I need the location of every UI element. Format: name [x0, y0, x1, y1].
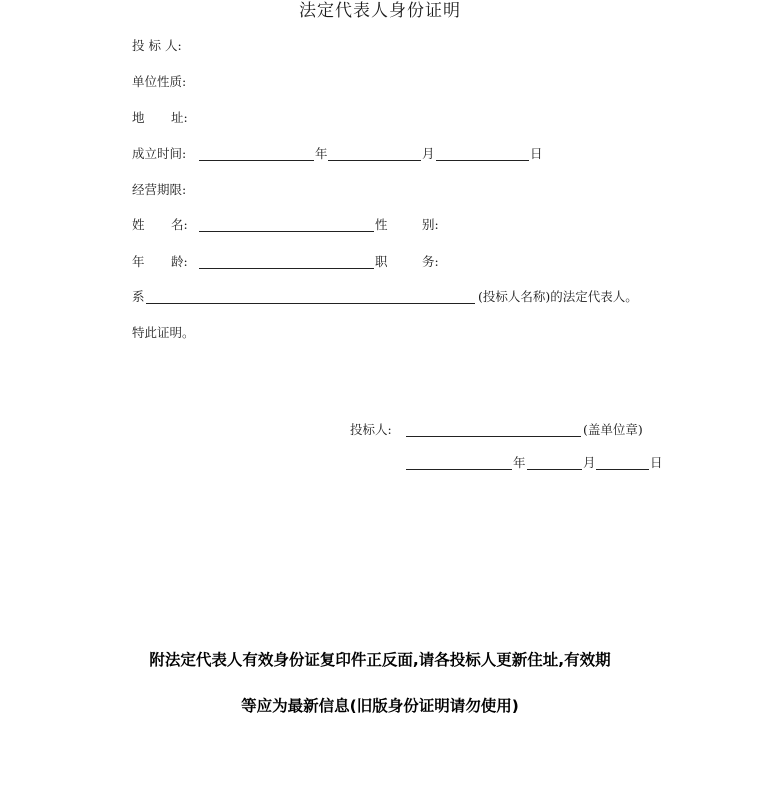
seal-note: (盖单位章) — [583, 422, 643, 437]
signature-day-char: 日 — [650, 455, 663, 470]
position-label-char1: 职 — [375, 254, 388, 269]
note-line-2: 等应为最新信息(旧版身份证明请勿使用) — [241, 697, 519, 715]
signature-month-char: 月 — [583, 455, 596, 470]
signature-day-blank[interactable] — [596, 469, 649, 470]
age-label-char1: 年 — [132, 254, 145, 269]
name-blank[interactable] — [199, 231, 374, 232]
signature-year-blank[interactable] — [406, 469, 512, 470]
established-day-char: 日 — [530, 146, 543, 161]
gender-label-char2: 别: — [422, 217, 439, 232]
signature-month-blank[interactable] — [527, 469, 582, 470]
certify-text: 特此证明。 — [132, 325, 195, 340]
address-label-char1: 地 — [132, 110, 145, 125]
representative-suffix: (投标人名称)的法定代表人。 — [478, 289, 638, 304]
age-blank[interactable] — [199, 268, 374, 269]
established-month-blank[interactable] — [328, 160, 421, 161]
established-year-char: 年 — [315, 146, 328, 161]
signature-blank[interactable] — [406, 436, 581, 437]
established-day-blank[interactable] — [436, 160, 529, 161]
bidder-label: 投 标 人: — [132, 38, 182, 53]
established-year-blank[interactable] — [199, 160, 314, 161]
name-label-char2: 名: — [171, 217, 188, 232]
signature-bidder-label: 投标人: — [350, 422, 392, 437]
established-date-label: 成立时间: — [132, 146, 187, 161]
bidder-name-blank[interactable] — [146, 303, 475, 304]
established-month-char: 月 — [422, 146, 435, 161]
position-label-char2: 务: — [422, 254, 439, 269]
business-term-label: 经营期限: — [132, 182, 187, 197]
page-title: 法定代表人身份证明 — [299, 1, 461, 21]
unit-nature-label: 单位性质: — [132, 74, 187, 89]
name-label-char1: 姓 — [132, 217, 145, 232]
signature-year-char: 年 — [513, 455, 526, 470]
address-label-char2: 址: — [171, 110, 188, 125]
gender-label-char1: 性 — [375, 217, 388, 232]
age-label-char2: 龄: — [171, 254, 188, 269]
note-line-1: 附法定代表人有效身份证复印件正反面,请各投标人更新住址,有效期 — [149, 651, 611, 669]
is-prefix: 系 — [132, 289, 145, 304]
